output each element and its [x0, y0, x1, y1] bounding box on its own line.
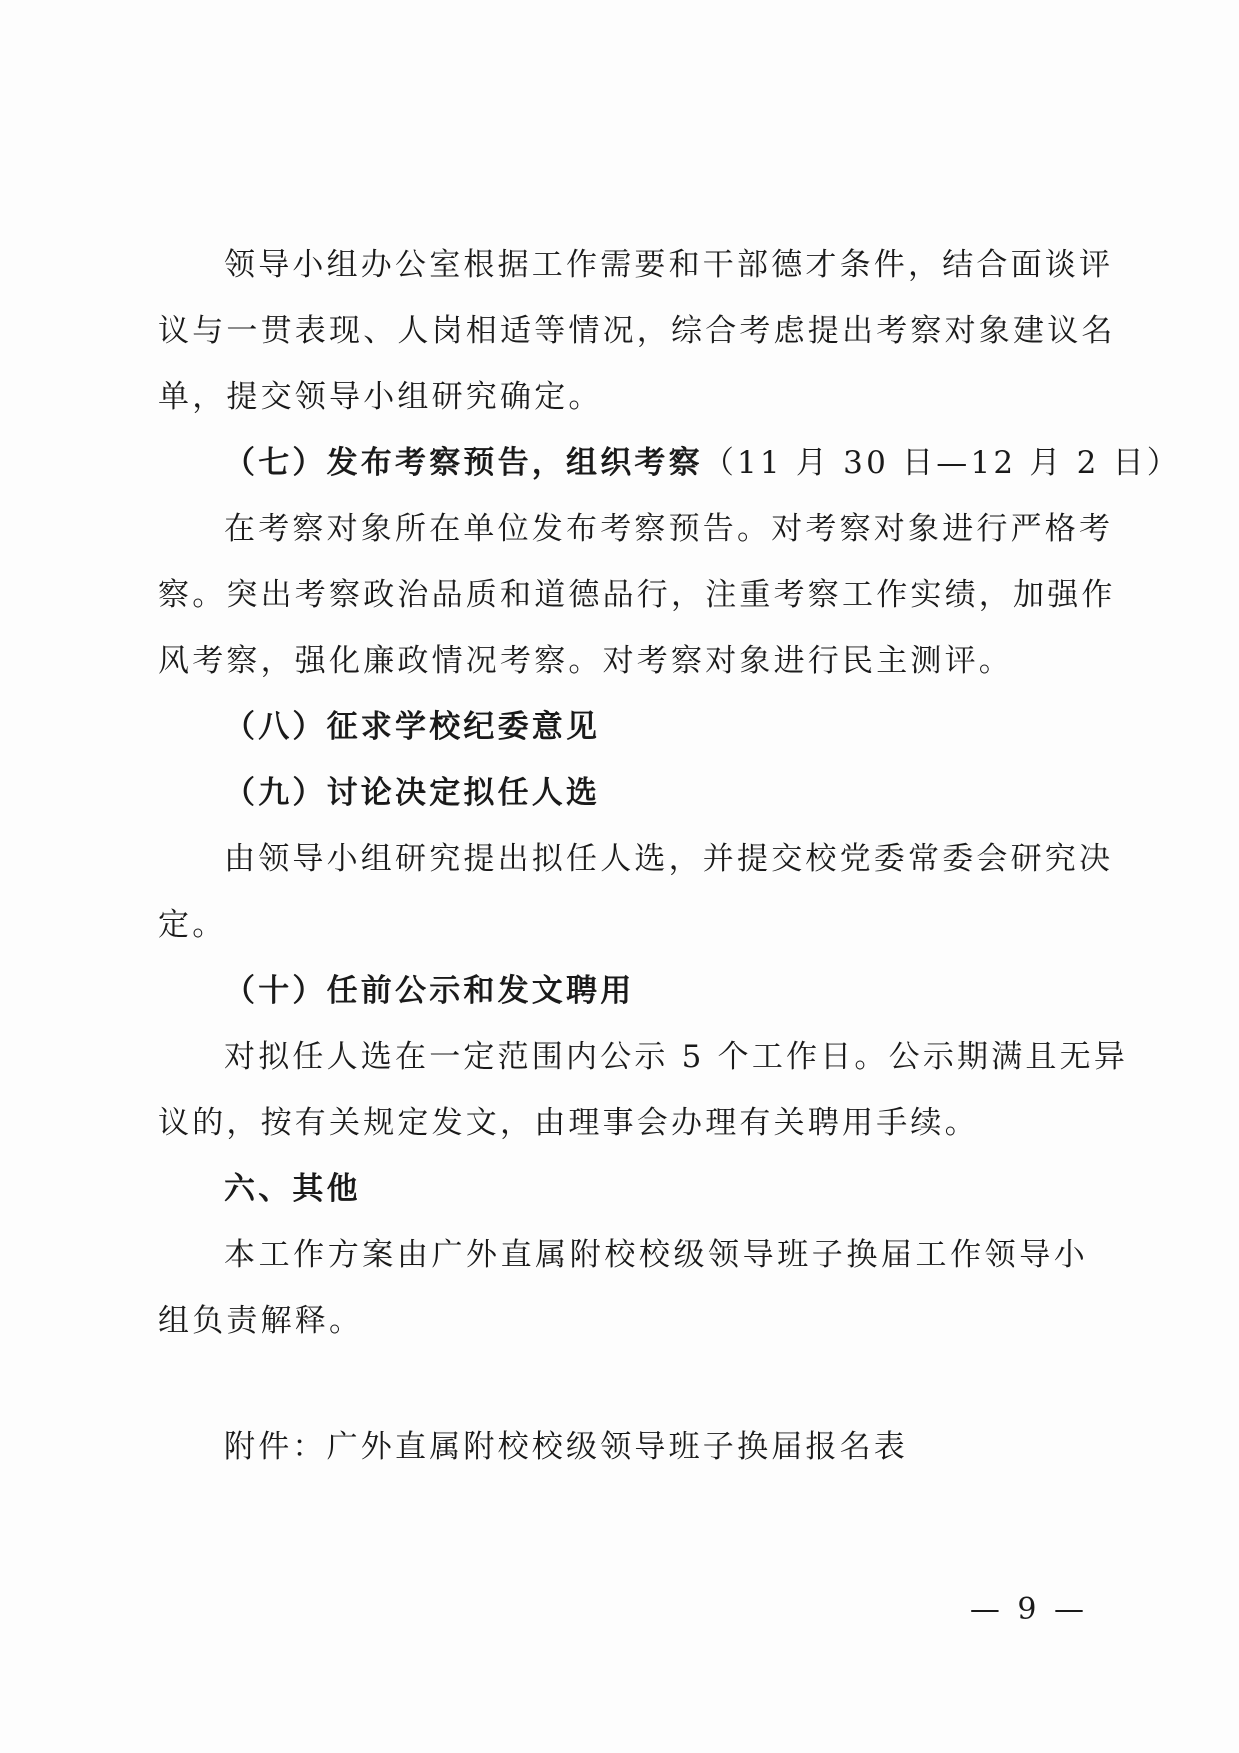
section-heading-7: [158, 430, 1181, 496]
paragraph-line: 领导小组办公室根据工作需要和干部德才条件，结合面谈评: [224, 247, 1114, 283]
paragraph-line: 议与一贯表现、人岗相适等情况，综合考虑提出考察对象建议名: [158, 313, 1116, 349]
paragraph-line: 在考察对象所在单位发布考察预告。对考察对象进行严格考: [224, 511, 1114, 547]
paragraph-line: 组负责解释。: [158, 1303, 364, 1339]
paragraph-line: 议的，按有关规定发文，由理事会办理有关聘用手续。: [158, 1105, 979, 1141]
document-body: [158, 232, 1181, 1480]
paragraph-line: 对拟任人选在一定范围内公示 5 个工作日。公示期满且无异: [224, 1039, 1129, 1075]
section-heading-10: （十）任前公示和发文聘用: [224, 973, 635, 1009]
page-number: — 9 —: [969, 1592, 1088, 1627]
section-heading-date: （11 月 30 日—12 月 2 日）: [702, 445, 1181, 481]
paragraph-line: 定。: [158, 907, 227, 943]
section-heading-9: （九）讨论决定拟任人选: [224, 775, 601, 811]
section-heading-8: （八）征求学校纪委意见: [224, 709, 601, 745]
paragraph-line: 单，提交领导小组研究确定。: [158, 379, 603, 415]
paragraph-line: 察。突出考察政治品质和道德品行，注重考察工作实绩，加强作: [158, 577, 1116, 613]
paragraph-line: 由领导小组研究提出拟任人选，并提交校党委常委会研究决: [224, 841, 1114, 877]
section-heading-other: 六、其他: [224, 1171, 361, 1207]
spacer: [158, 1354, 1088, 1414]
section-heading-text: （七）发布考察预告，组织考察: [224, 445, 703, 481]
attachment-line: 附件：广外直属附校校级领导班子换届报名表: [224, 1429, 908, 1465]
paragraph-line: 本工作方案由广外直属附校校级领导班子换届工作领导小: [224, 1237, 1088, 1273]
paragraph-line: 风考察，强化廉政情况考察。对考察对象进行民主测评。: [158, 643, 1013, 679]
